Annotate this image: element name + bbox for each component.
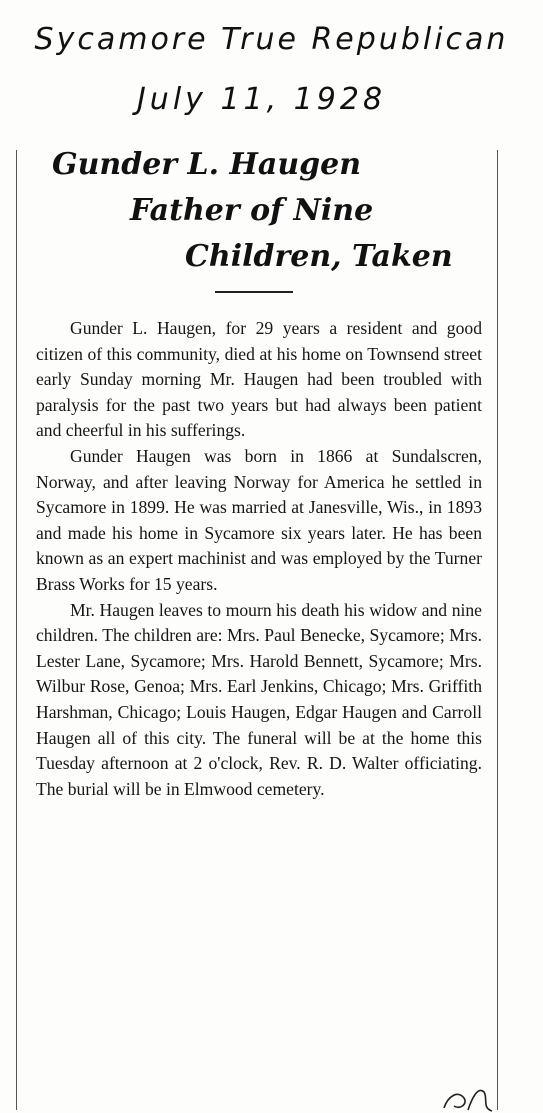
handwritten-date-note: July 11, 1928	[136, 82, 387, 117]
handwritten-source-note: Sycamore True Republican	[34, 22, 509, 57]
headline-line-3: Children, Taken	[185, 239, 453, 274]
headline-line-1: Gunder L. Haugen	[52, 147, 362, 182]
article-paragraph: Gunder Haugen was born in 1866 at Sundalscren, Norway, and after leaving Norway for America he settled in Sycamore in 1899. He was married at Janesville, Wis., in 1893 and made his home in Sycamore six years later. He has been known as an expert machinist and was employed by the Turner Brass Works for 15 years.	[36, 445, 482, 594]
article-paragraph: Gunder L. Haugen, for 29 years a resident and good citizen of this community, died at his home on Townsend street early Sunday morning Mr. Haugen had been troubled with paralysis for the past two years but had always been patient and cheerful in his sufferings.	[36, 318, 482, 441]
headline-line-2: Father of Nine	[130, 193, 374, 228]
article-paragraph: Mr. Haugen leaves to mourn his death his widow and nine children. The children are: Mrs. Paul Benecke, Sycamore; Mrs. Lester Lane, Sycamore; Mrs. Harold Bennett, Sycamore; Mrs. Wilbur Rose, Genoa; Mrs. Earl Jenkins, Chicago; Mrs. Griffith Harshman, Chicago; Louis Haugen, Edgar Haugen and Carroll Haugen all of this city. The funeral will be at the home this Tuesday afternoon at 2 o'clock, Rev. R. D. Walter officiating. The burial will be in Elmwood cemetery.	[36, 599, 482, 799]
article-body	[36, 316, 482, 802]
column-rule-left	[16, 150, 17, 1110]
handwritten-mark-icon	[438, 1078, 498, 1113]
headline-divider	[215, 291, 293, 293]
column-rule-right	[497, 150, 498, 1110]
